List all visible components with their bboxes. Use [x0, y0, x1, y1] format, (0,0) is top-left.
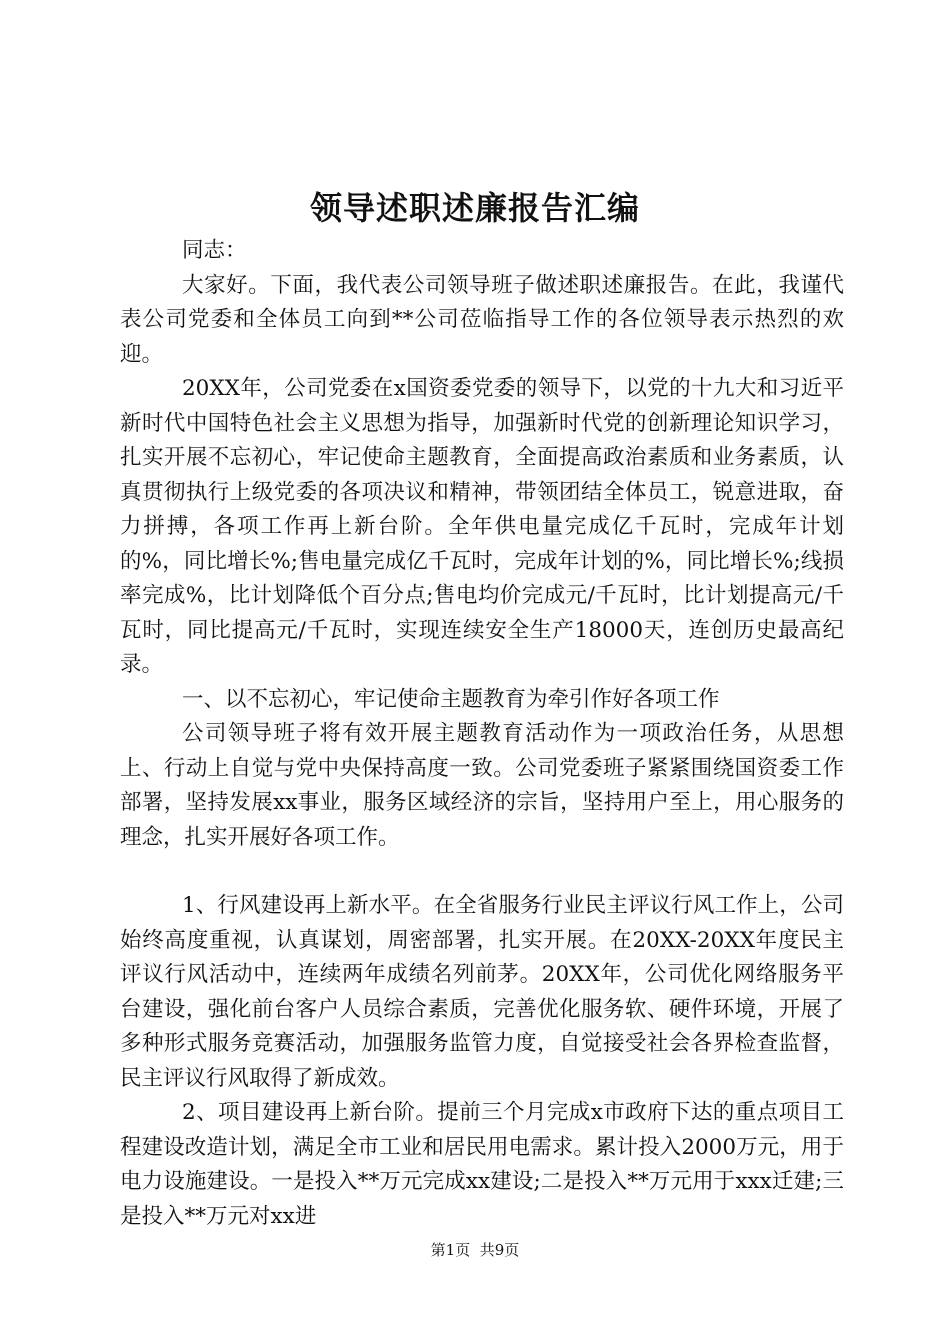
paragraph-welcome: 大家好。下面，我代表公司领导班子做述职述廉报告。在此，我谨代表公司党委和全体员工向到**公司莅临指导工作的各位领导表示热烈的欢迎。 [120, 272, 844, 367]
page-number: 第1页 [430, 1241, 471, 1259]
section-heading-1: 一、以不忘初心，牢记使命主题教育为牵引作好各项工作 [182, 686, 720, 712]
paragraph-theme-education: 公司领导班子将有效开展主题教育活动作为一项政治任务，从思想上、行动上自觉与党中央保持高度一致。公司党委班子紧紧围绕国资委工作部署，坚持发展xx事业，服务区域经济的宗旨，坚持用户至上，用心服务的理念，扎实开展好各项工作。 [120, 721, 844, 850]
paragraph-conduct-building: 1、行风建设再上新水平。在全省服务行业民主评议行风工作上，公司始终高度重视，认真谋划，周密部署，扎实开展。在20XX-20XX年度民主评议行风活动中，连续两年成绩名列前茅。20XX年，公司优化网络服务平台建设，强化前台客户人员综合素质，完善优化服务软、硬件环境，开展了多种形式服务竞赛活动，加强服务监管力度，自觉接受社会各界检查监督，民主评议行风取得了新成效。 [120, 893, 844, 1091]
page-total: 共9页 [479, 1241, 520, 1259]
salutation: 同志： [182, 238, 247, 263]
page-footer [0, 1239, 950, 1261]
paragraph-project-building: 2、项目建设再上新台阶。提前三个月完成x市政府下达的重点项目工程建设改造计划，满足全市工业和居民用电需求。累计投入2000万元，用于电力设施建设。一是投入**万元完成xx建设;二是投入**万元用于xxx迁建;三是投入**万元对xx进 [120, 1100, 844, 1229]
document-body [120, 234, 844, 1234]
paragraph-annual-summary: 20XX年，公司党委在x国资委党委的领导下，以党的十九大和习近平新时代中国特色社会主义思想为指导，加强新时代党的创新理论知识学习，扎实开展不忘初心，牢记使命主题教育，全面提高政治素质和业务素质，认真贯彻执行上级党委的各项决议和精神，带领团结全体员工，锐意进取，奋力拼搏，各项工作再上新台阶。全年供电量完成亿千瓦时，完成年计划的%，同比增长%;售电量完成亿千瓦时，完成年计划的%，同比增长%;线损率完成%，比计划降低个百分点;售电均价完成元/千瓦时，比计划提高元/千瓦时，同比提高元/千瓦时，实现连续安全生产18000天，连创历史最高纪录。 [120, 376, 844, 677]
document-title: 领导述职述廉报告汇编 [309, 189, 640, 227]
